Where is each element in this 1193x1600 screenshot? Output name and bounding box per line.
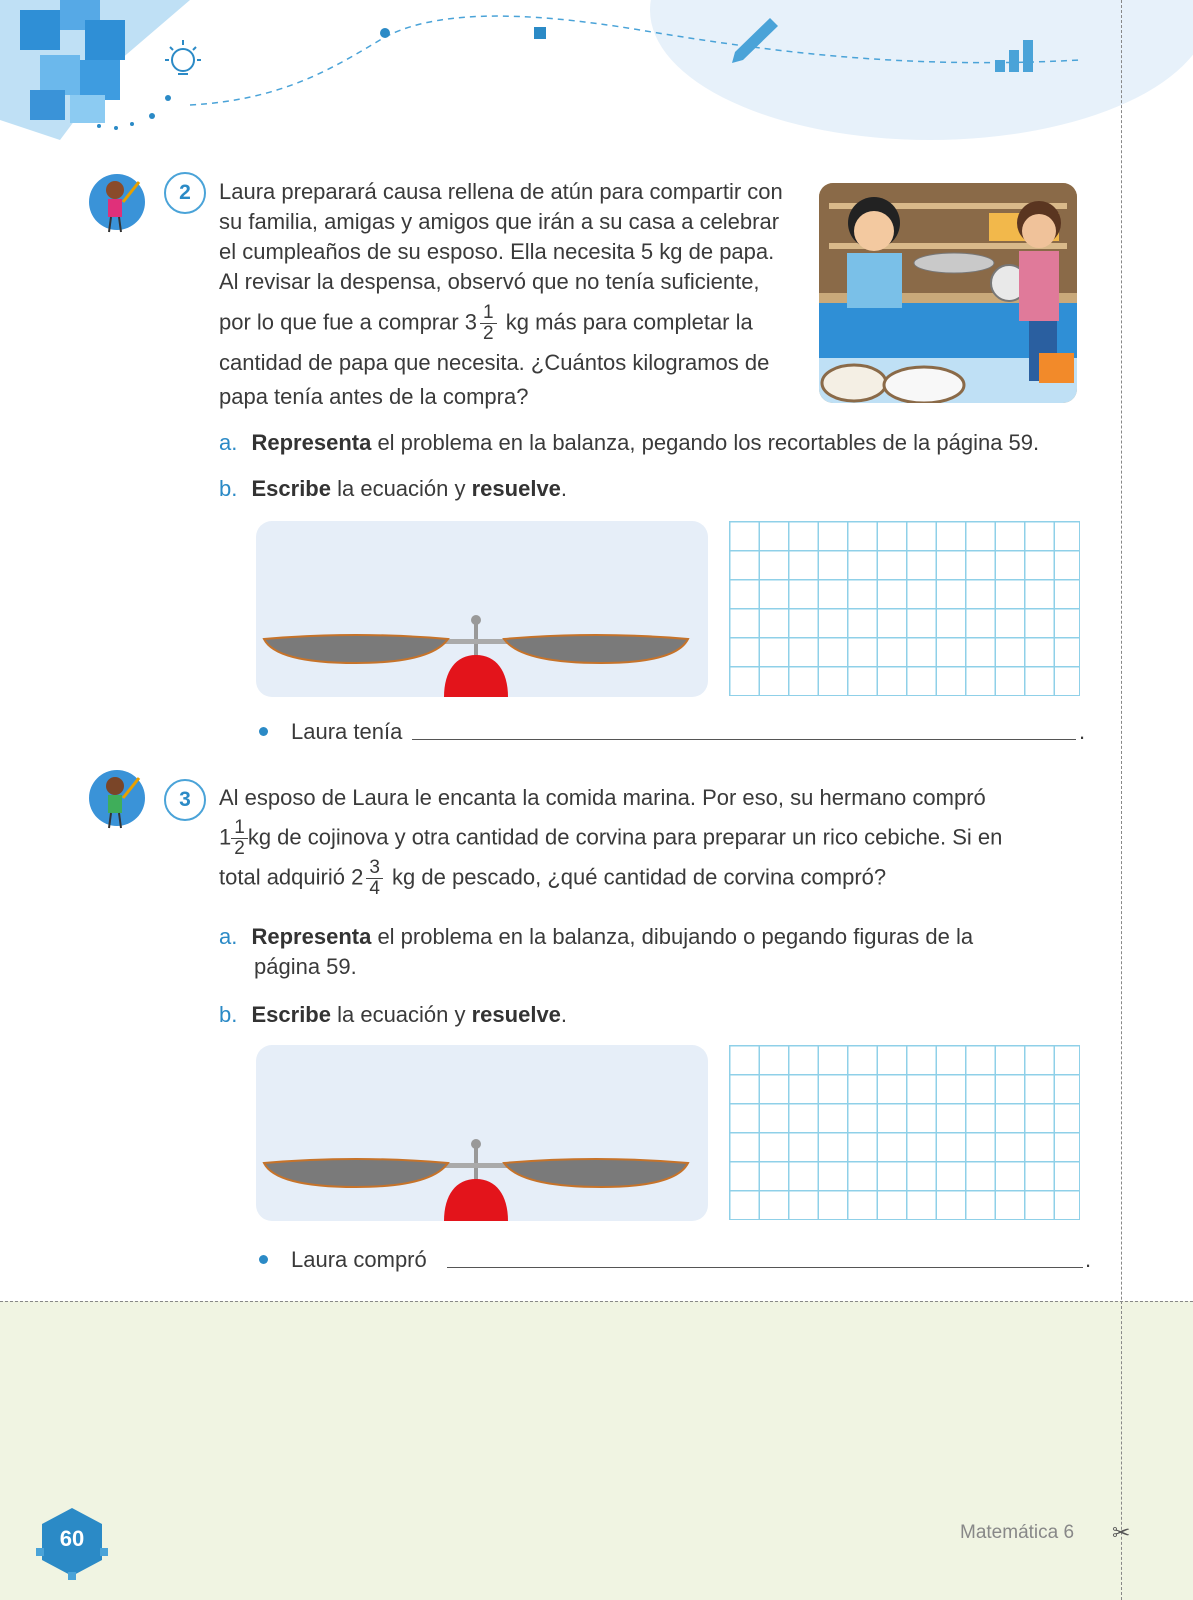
problem2-text xyxy=(219,177,809,412)
problem3-line2: 1 $\frac{1}{2}$ kg de cojinova y otra cantidad de corvina para preparar un rico cebiche. Si en xyxy=(219,817,1003,859)
footer-title: Matemática 6 xyxy=(960,1522,1075,1543)
answer-label: Laura tenía xyxy=(291,719,403,744)
answer-label: Laura compró xyxy=(291,1247,427,1272)
problem2-line: su familia, amigas y amigos que irán a su casa a celebrar xyxy=(219,209,780,234)
problem3-instruction-b: b. Escribe la ecuación y resuelve. xyxy=(219,1002,568,1027)
problem2-instruction-a: a. Representa el problema en la balanza, pegando los recortables de la página 59. xyxy=(219,430,1040,455)
fraction: $\frac{1}{2}$ xyxy=(480,303,497,344)
problem-number-badge: 2 xyxy=(164,172,206,214)
fraction: $\frac{1}{2}$ xyxy=(231,818,248,859)
answer-end: . xyxy=(1085,1247,1092,1272)
cut-line-vertical xyxy=(1121,1301,1122,1600)
problem2-line: por lo que fue a comprar 3 $\frac{1}{2}$ kg más para completar la xyxy=(219,302,753,344)
scissors-icon: ✂ xyxy=(1112,1520,1131,1545)
problem3-line1: Al esposo de Laura le encanta la comida marina. Por eso, su hermano compró xyxy=(219,785,986,810)
balance-area[interactable] xyxy=(256,521,708,697)
avatar-girl xyxy=(87,170,147,230)
answer-line[interactable] xyxy=(447,1267,1083,1268)
cut-line-horizontal xyxy=(0,1301,1193,1302)
footer-area xyxy=(0,1301,1193,1600)
problem3-line3: total adquirió 2 $\frac{3}{4}$ kg de pescado, ¿qué cantidad de corvina compró? xyxy=(219,857,887,899)
header-decoration xyxy=(0,0,1193,150)
lightbulb-icon xyxy=(165,40,201,74)
answer-end: . xyxy=(1079,719,1086,744)
balance-scale xyxy=(256,521,708,697)
balance-scale xyxy=(256,1045,708,1221)
page-number: 60 xyxy=(59,1526,85,1551)
problem2-line: Laura preparará causa rellena de atún para compartir con xyxy=(219,179,783,204)
header-graphic xyxy=(0,0,1193,150)
bullet xyxy=(259,1255,268,1264)
store-illustration xyxy=(819,183,1077,403)
bullet xyxy=(259,727,268,736)
answer-grid[interactable] xyxy=(729,521,1080,696)
answer-grid[interactable] xyxy=(729,1045,1080,1220)
problem3-instruction-a: a. Representa el problema en la balanza, dibujando o pegando figuras de la página 59. xyxy=(219,924,974,979)
problem2-instruction-b: b. Escribe la ecuación y resuelve. xyxy=(219,476,568,501)
fraction: $\frac{3}{4}$ xyxy=(366,858,383,899)
problem2-line: Al revisar la despensa, observó que no tenía suficiente, xyxy=(219,269,760,294)
cubes-icon xyxy=(0,0,190,140)
avatar-boy xyxy=(87,766,147,826)
problem2-line: cantidad de papa que necesita. ¿Cuántos kilogramos de xyxy=(219,350,770,375)
problem2-line: el cumpleaños de su esposo. Ella necesita 5 kg de papa. xyxy=(219,239,775,264)
balance-area[interactable] xyxy=(256,1045,708,1221)
problem-number-badge: 3 xyxy=(164,779,206,821)
page-number-badge xyxy=(34,1504,110,1580)
answer-line[interactable] xyxy=(412,739,1076,740)
problem2-line: papa tenía antes de la compra? xyxy=(219,384,529,409)
